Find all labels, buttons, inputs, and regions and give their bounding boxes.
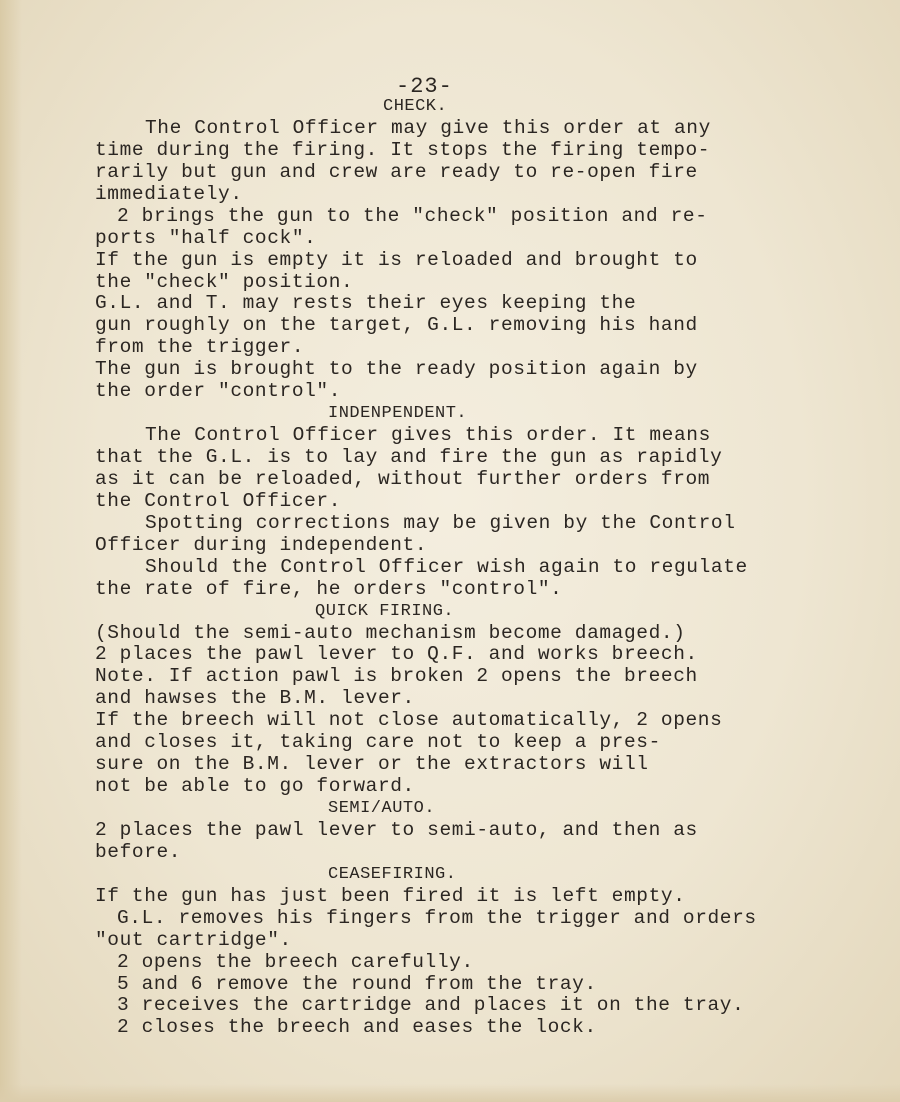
text-line: gun roughly on the target, G.L. removing his hand (95, 314, 698, 337)
text-line: 2 opens the breech carefully. (117, 950, 474, 973)
page-bottom-shadow (0, 1084, 900, 1102)
text-line: The gun is brought to the ready position again by (95, 358, 698, 381)
text-line: Officer during independent. (95, 533, 428, 556)
section-heading: INDENPENDENT. (328, 404, 468, 424)
text-line: from the trigger. (95, 336, 305, 359)
text-line: 3 receives the cartridge and places it on the tray. (117, 994, 745, 1017)
text-line: If the breech will not close automatically, 2 opens (95, 709, 723, 732)
text-line: sure on the B.M. lever or the extractors will (95, 753, 649, 776)
text-line: before. (95, 840, 182, 863)
section-heading: QUICK FIRING. (315, 601, 455, 621)
section-heading: CEASEFIRING. (328, 864, 457, 884)
text-line: and hawses the B.M. lever. (95, 687, 415, 710)
text-line: the rate of fire, he orders "control". (95, 577, 563, 600)
text-line: as it can be reloaded, without further orders from (95, 467, 711, 490)
text-line: the "check" position. (95, 270, 354, 293)
text-line: If the gun has just been fired it is left empty. (95, 884, 686, 907)
text-line: G.L. removes his fingers from the trigger and orders (117, 906, 757, 929)
page-number: -23- (396, 74, 453, 99)
text-line: 2 places the pawl lever to semi-auto, and then as (95, 818, 698, 841)
section-heading: SEMI/AUTO. (328, 799, 436, 818)
text-line: Spotting corrections may be given by the Control (145, 511, 736, 534)
text-line: the order "control". (95, 380, 342, 403)
text-line: time during the firing. It stops the firing tempo- (95, 138, 711, 161)
text-line: 2 closes the breech and eases the lock. (117, 1016, 597, 1039)
text-line: not be able to go forward. (95, 775, 415, 798)
text-line: "out cartridge". (95, 928, 292, 951)
text-line: the Control Officer. (95, 489, 342, 512)
text-line: 5 and 6 remove the round from the tray. (117, 972, 597, 995)
page-edge-shadow (0, 0, 22, 1102)
text-line: Should the Control Officer wish again to regulate (145, 555, 748, 578)
section-heading: CHECK. (383, 97, 448, 116)
text-line: immediately. (95, 182, 243, 205)
text-line: ports "half cock". (95, 226, 317, 249)
text-line: The Control Officer may give this order at any (145, 116, 711, 139)
text-line: Note. If action pawl is broken 2 opens the breech (95, 665, 698, 688)
text-line: 2 places the pawl lever to Q.F. and works breech. (95, 643, 698, 666)
text-line: The Control Officer gives this order. It means (145, 424, 711, 447)
body-text (95, 96, 815, 1039)
text-line: (Should the semi-auto mechanism become damaged.) (95, 621, 686, 644)
text-line: that the G.L. is to lay and fire the gun as rapidly (95, 446, 723, 468)
text-line: G.L. and T. may rests their eyes keeping the (95, 292, 637, 315)
text-line: and closes it, taking care not to keep a pres- (95, 731, 661, 754)
text-line: rarily but gun and crew are ready to re-open fire (95, 160, 698, 183)
text-line: If the gun is empty it is reloaded and brought to (95, 248, 698, 271)
text-line: 2 brings the gun to the "check" position and re- (117, 204, 708, 227)
